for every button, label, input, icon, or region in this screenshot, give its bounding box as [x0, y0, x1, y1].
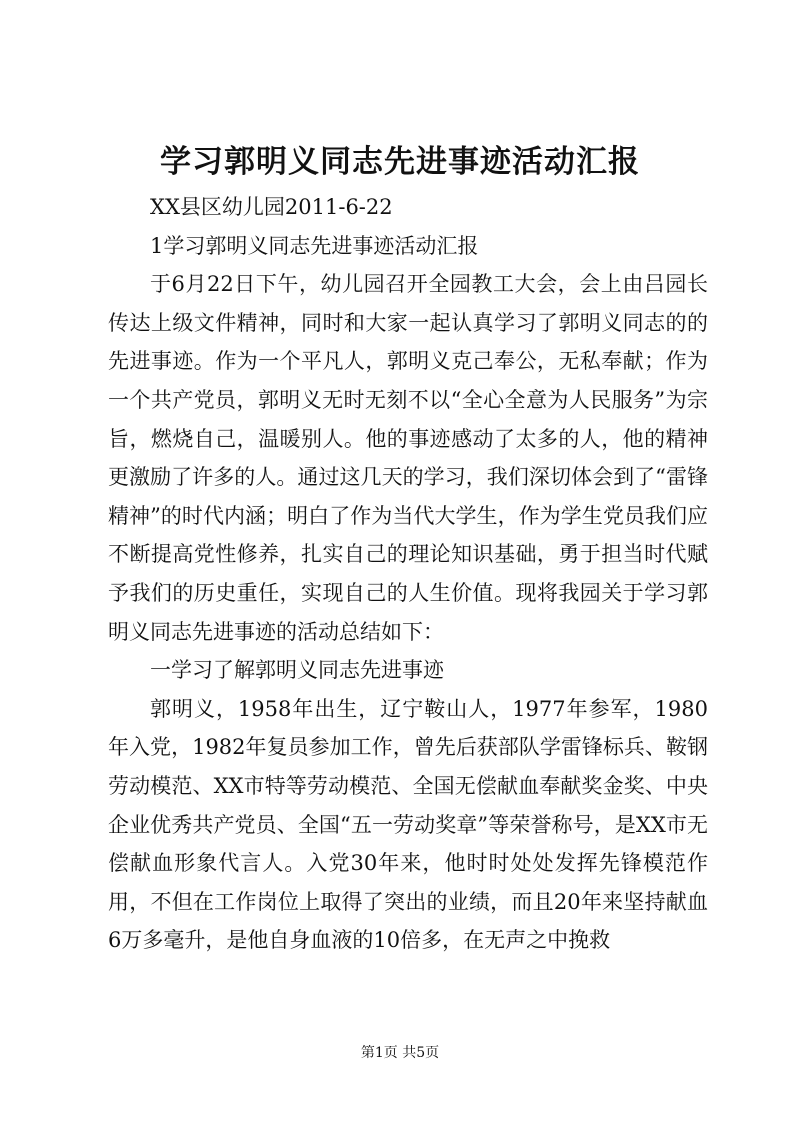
body-paragraph-intro: 于6月22日下午，幼儿园召开全园教工大会，会上由吕园长传达上级文件精神，同时和大家一起认真学习了郭明义同志的的先进事迹。作为一个平凡人，郭明义克己奉公，无私奉献；作为一个共产党员，郭明义无时无刻不以“全心全意为人民服务”为宗旨，燃烧自己，温暖别人。他的事迹感动了太多的人，他的精神更激励了许多的人。通过这几天的学习，我们深切体会到了“雷锋精神”的时代内涵；明白了作为当代大学生，作为学生党员我们应不断提高党性修养，扎实自己的理论知识基础，勇于担当时代赋予我们的历史重任，实现自己的人生价值。现将我园关于学习郭明义同志先进事迹的活动总结如下： — [108, 272, 708, 644]
page-footer: 第1页 共5页 — [360, 1045, 440, 1061]
document-body — [108, 188, 708, 960]
author-date-line: XX县区幼儿园2011-6-22 — [150, 195, 393, 219]
section-heading-learn: 一学习了解郭明义同志先进事迹 — [150, 658, 444, 683]
body-paragraph-biography: 郭明义，1958年出生，辽宁鞍山人，1977年参军，1980年入党，1982年复员参加工作，曾先后获部队学雷锋标兵、鞍钢劳动模范、XX市特等劳动模范、全国无偿献血奉献奖金奖、中央企业优秀共产党员、全国“五一劳动奖章”等荣誉称号，是XX市无偿献血形象代言人。入党30年来，他时时处处发挥先锋模范作用，不但在工作岗位上取得了突出的业绩，而且20年来坚持献血6万多毫升，是他自身血液的10倍多，在无声之中挽救 — [108, 696, 708, 953]
section-heading-report: 1学习郭明义同志先进事迹活动汇报 — [150, 233, 479, 258]
document-title: 学习郭明义同志先进事迹活动汇报 — [160, 144, 640, 180]
